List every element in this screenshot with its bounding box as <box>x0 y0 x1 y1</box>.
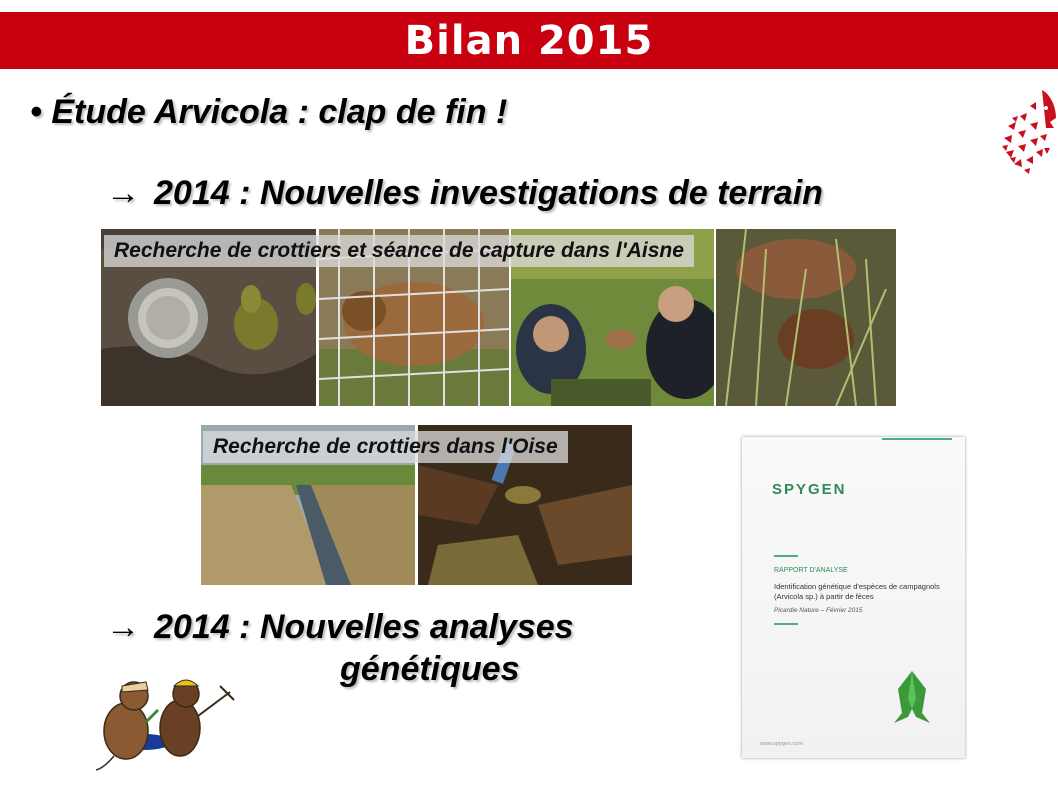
report-brand: SPYGEN <box>772 481 847 498</box>
report-cover <box>742 437 965 758</box>
section-heading-analyses <box>106 608 574 647</box>
section-heading-analyses-line2: génétiques <box>340 650 520 688</box>
slide-title: Bilan 2015 <box>404 17 654 64</box>
title-banner <box>0 12 1058 69</box>
frog-icon <box>882 669 942 725</box>
section-heading-investigations <box>106 174 823 213</box>
report-divider <box>774 555 798 557</box>
arrow-icon: → <box>106 174 140 212</box>
report-divider-2 <box>774 623 798 625</box>
arrow-icon: → <box>106 608 140 646</box>
caption-oise: Recherche de crottiers dans l'Oise <box>203 431 568 463</box>
report-top-line <box>882 438 952 440</box>
section-text-line1: 2014 : Nouvelles analyses <box>154 608 574 646</box>
bullet-heading: • Étude Arvicola : clap de fin ! <box>30 93 508 131</box>
hedgehog-logo-icon <box>998 86 1058 178</box>
report-type: RAPPORT D'ANALYSE <box>774 567 848 574</box>
section-text: 2014 : Nouvelles investigations de terrain <box>154 174 823 212</box>
water-vole-cartoon-icon <box>94 676 236 774</box>
report-url: www.spygen.com <box>760 741 803 747</box>
caption-aisne: Recherche de crottiers et séance de capture dans l'Aisne <box>104 235 694 267</box>
report-title: Identification génétique d'espèces de campagnols (Arvicola sp.) à partir de fèces <box>774 582 940 601</box>
photo-vole-in-grass <box>716 229 896 406</box>
report-date: Picardie Nature – Février 2015 <box>774 607 863 614</box>
